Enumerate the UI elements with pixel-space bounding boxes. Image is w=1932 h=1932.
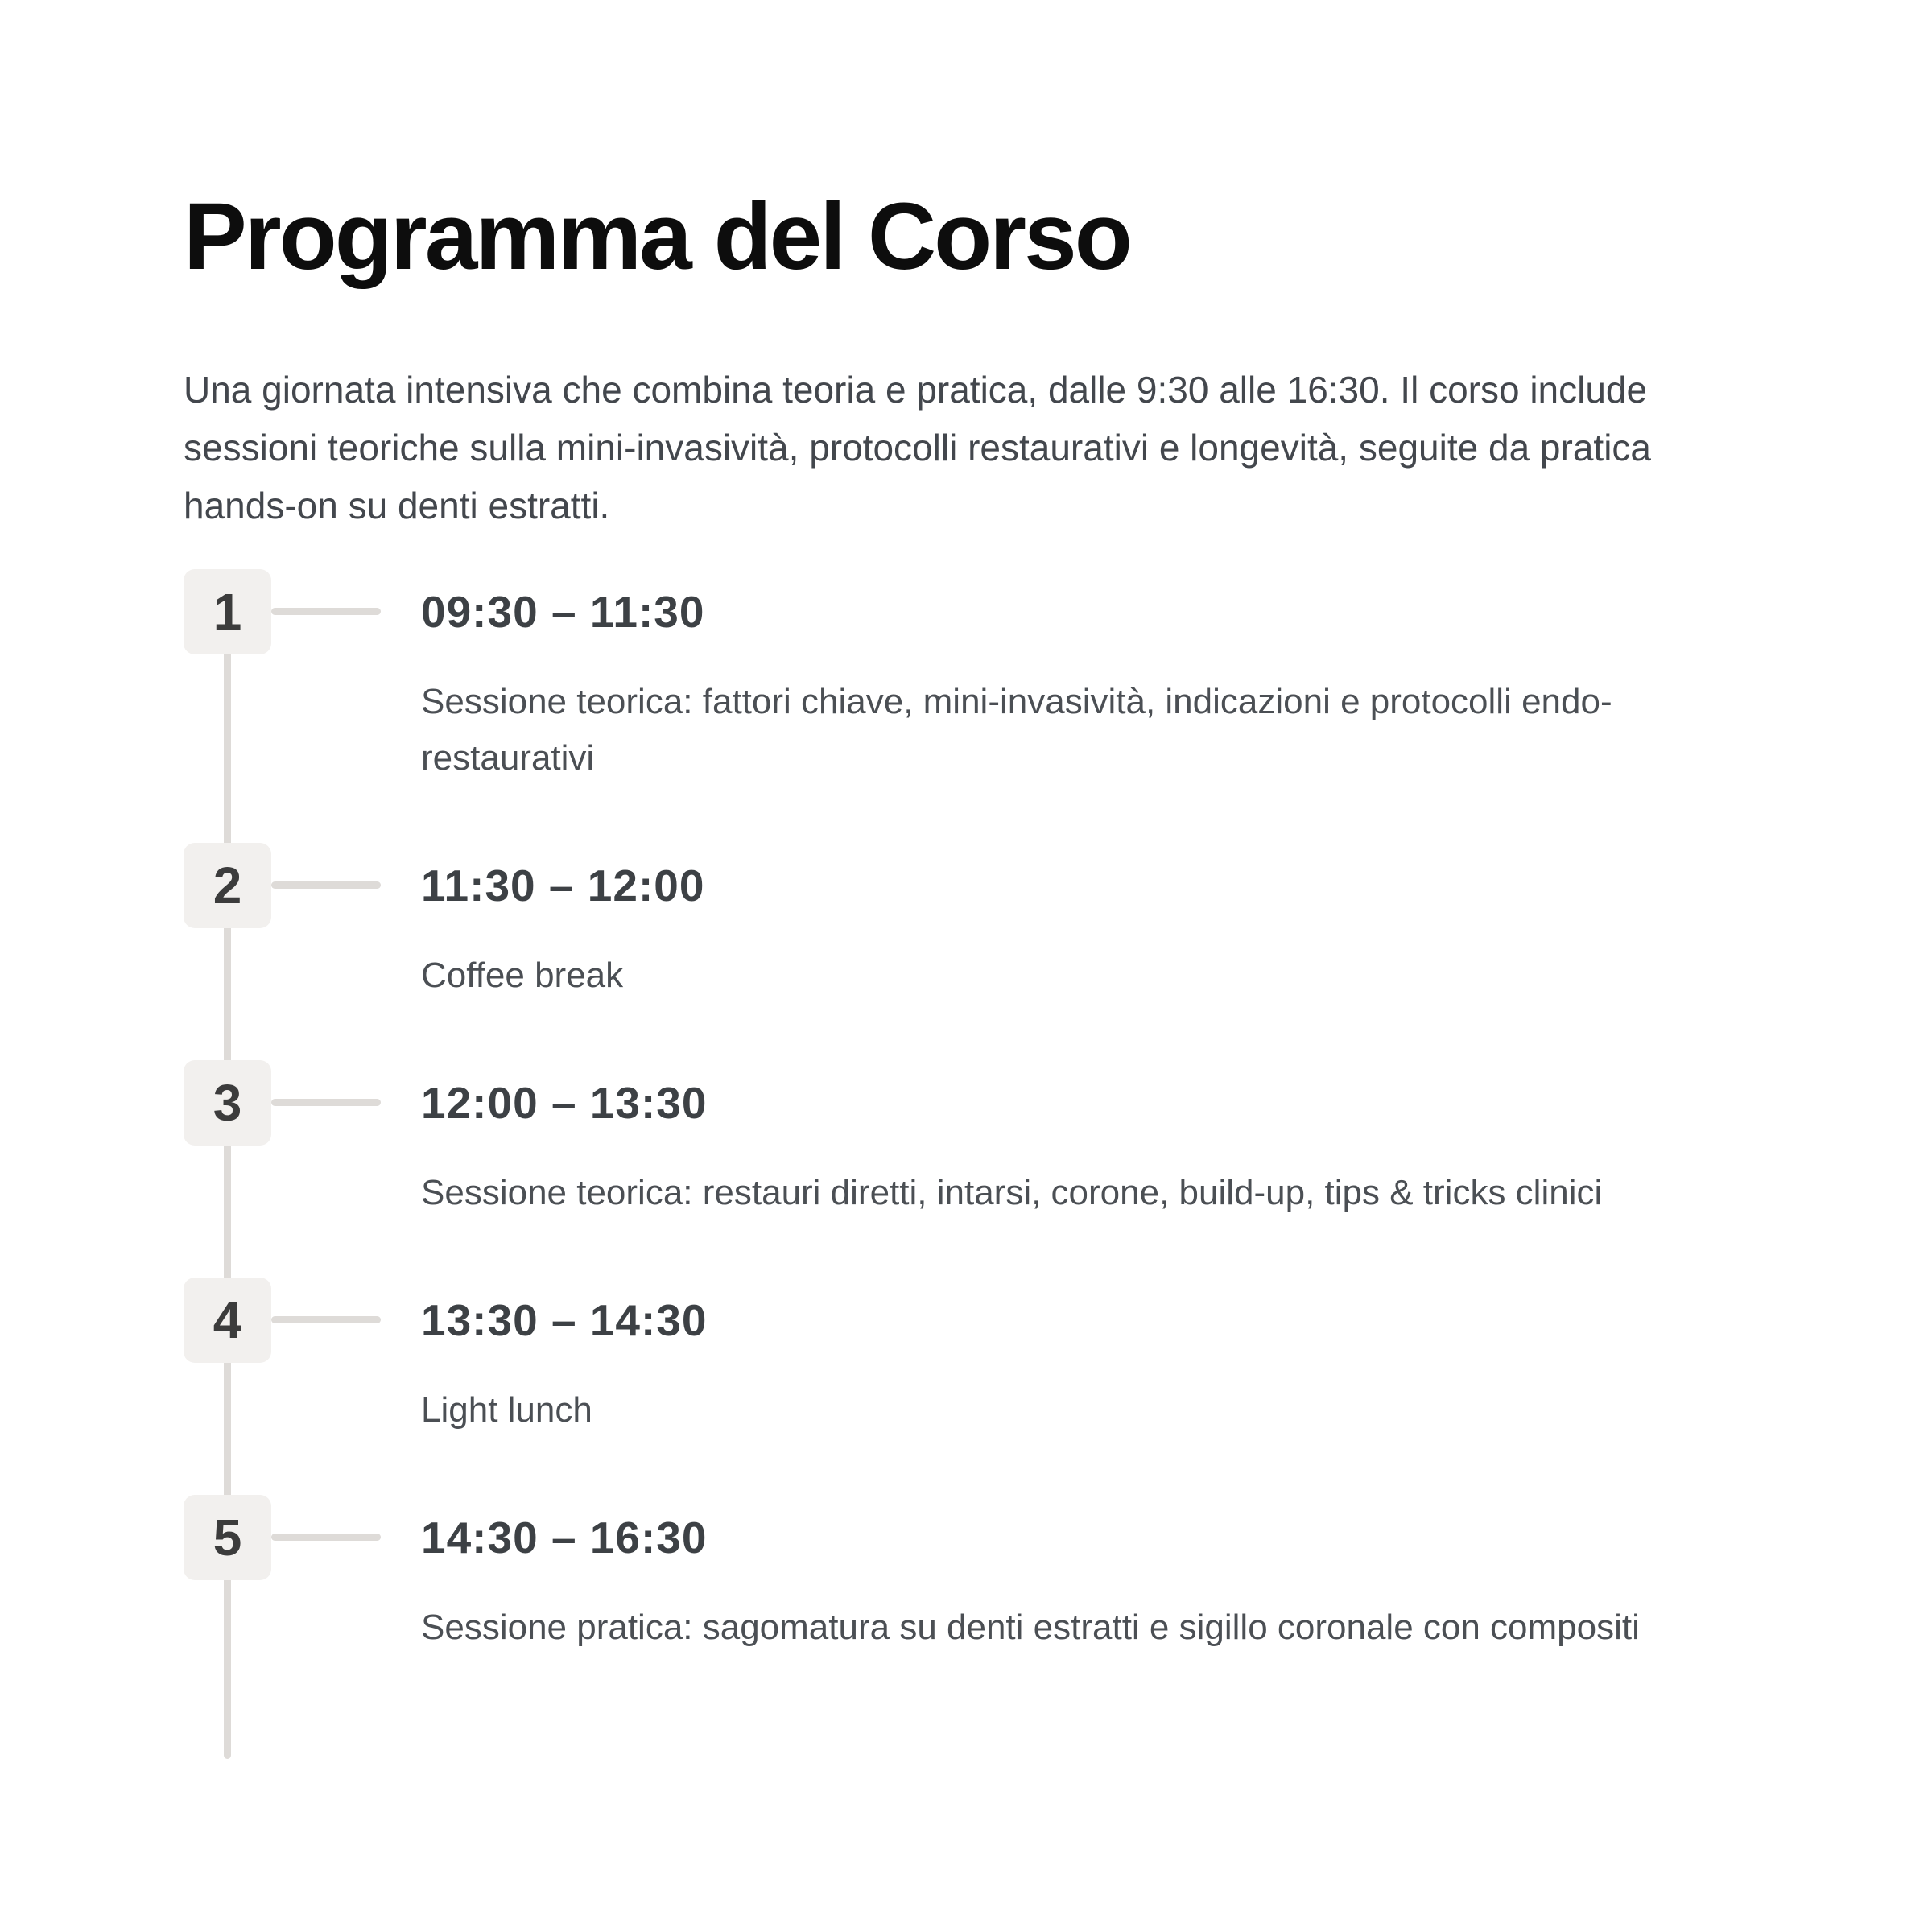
- course-intro: Una giornata intensiva che combina teoria e pratica, dalle 9:30 alle 16:30. Il corso include sessioni teoriche sulla mini-invasività, protocolli restaurativi e longevità, seguite da pratica hands-on su denti estratti.: [184, 369, 1651, 526]
- item-description: Coffee break: [421, 956, 624, 995]
- step-number-badge: 2: [184, 843, 271, 928]
- item-time-range: 14:30 – 16:30: [421, 1513, 708, 1563]
- connector-line: [271, 1099, 381, 1106]
- item-description: Light lunch: [421, 1390, 592, 1430]
- step-number-badge: 4: [184, 1278, 271, 1363]
- item-description: Sessione pratica: sagomatura su denti estratti e sigillo coronale con compositi: [421, 1608, 1640, 1647]
- item-time-range: 11:30 – 12:00: [421, 861, 705, 910]
- timeline-item: [184, 843, 1755, 1004]
- step-number-badge: 1: [184, 569, 271, 654]
- step-number-badge: 3: [184, 1060, 271, 1146]
- connector-line: [271, 1316, 381, 1323]
- item-time-range: 12:00 – 13:30: [421, 1078, 708, 1128]
- timeline-item: [184, 1278, 1755, 1439]
- item-description: Sessione teorica: restauri diretti, intarsi, corone, build-up, tips & tricks clinici: [421, 1173, 1603, 1212]
- connector-line: [271, 1534, 381, 1541]
- schedule-timeline: [184, 569, 1755, 1656]
- timeline-item: [184, 1060, 1755, 1221]
- item-content: [421, 569, 1755, 786]
- item-time-range: 09:30 – 11:30: [421, 587, 705, 637]
- item-time-range: 13:30 – 14:30: [421, 1295, 708, 1345]
- step-number-badge: 5: [184, 1495, 271, 1580]
- item-content: [421, 1495, 1640, 1656]
- page-title: Programma del Corso: [184, 184, 1130, 290]
- timeline-item: [184, 1495, 1755, 1656]
- connector-line: [271, 881, 381, 889]
- item-content: [421, 843, 704, 1004]
- item-content: [421, 1060, 1602, 1221]
- timeline-item: [184, 569, 1755, 786]
- item-description: Sessione teorica: fattori chiave, mini-invasività, indicazioni e protocolli endo-restaurativi: [421, 682, 1612, 778]
- item-content: [421, 1278, 708, 1439]
- connector-line: [271, 608, 381, 615]
